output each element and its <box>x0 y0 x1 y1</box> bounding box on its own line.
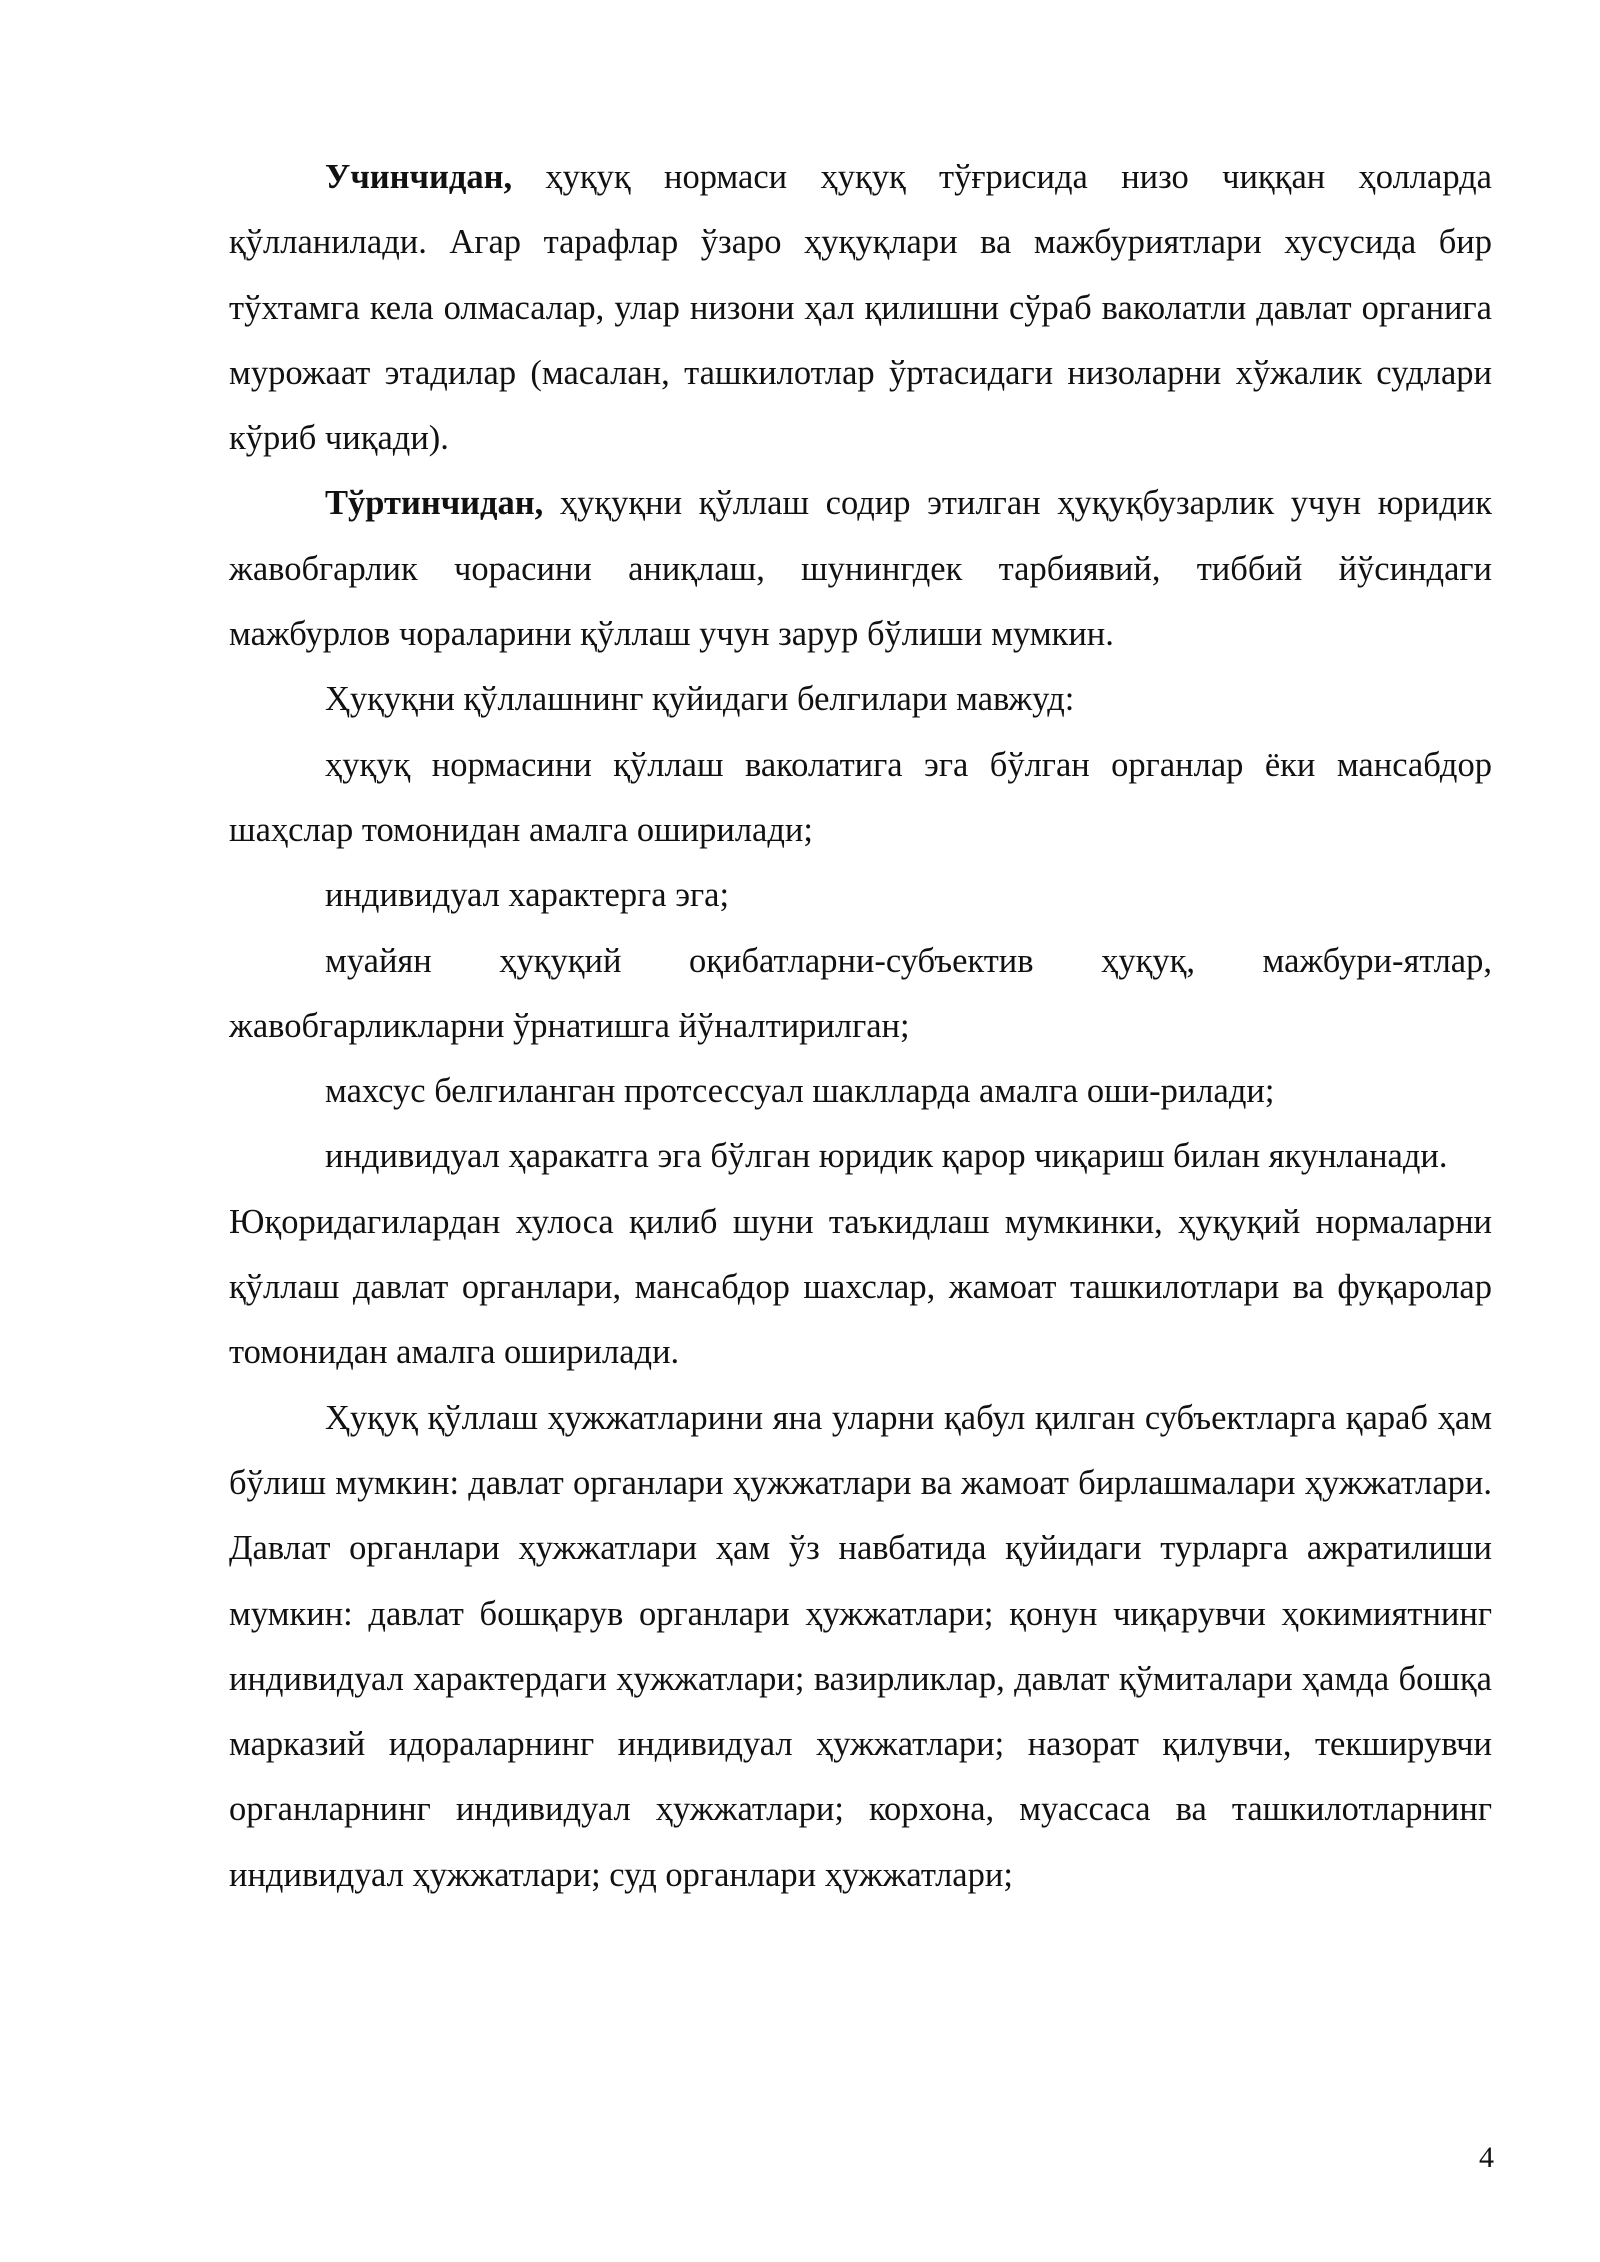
paragraph-thirdly <box>229 145 1492 471</box>
list-item-feature: муайян ҳуқуқий оқибатларни-субъектив ҳуқуқ, мажбури-ятлар, жавобгарликларни ўрнатишга йўналтирилган; <box>229 941 1492 1045</box>
list-item-feature: индивидуал характерга эга; <box>325 876 730 915</box>
document-body <box>229 145 1492 1908</box>
page-number: 4 <box>1479 2141 1494 2174</box>
paragraph-text: ҳуқуқ нормаси ҳуқуқ тўғрисида низо чиққан ҳолларда қўлланилади. Агар тарафлар ўзаро ҳуқуқлари ва мажбуриятлари хусусида бир тўхтамга кела олмасалар, улар низони ҳал қилишни сўраб ваколатли давлат органига мурожаат этадилар (масалан, ташкилотлар ўртасидаги низоларни хўжалик судлари кўриб чиқади). <box>229 158 1492 458</box>
list-item-feature: индивидуал ҳаракатга эга бўлган юридик қарор чиқариш билан якунланади. <box>325 1137 1448 1176</box>
paragraph-lead-thirdly: Учинчидан, <box>325 158 513 196</box>
paragraph-fourthly <box>229 471 1492 667</box>
paragraph-features-intro: Ҳуқуқни қўллашнинг қуйидаги белгилари мавжуд: <box>325 680 1075 719</box>
paragraph-lead-fourthly: Тўртинчидан, <box>325 484 544 523</box>
paragraph-text: ҳуқуқни қўллаш содир этилган ҳуқуқбузарлик учун юридик жавобгарлик чорасини аниқлаш, шунингдек тарбиявий, тиббий йўсиндаги мажбурлов чораларини қўллаш учун зарур бўлиши мумкин. <box>229 484 1492 654</box>
paragraph-conclusion: Юқоридагилардан хулоса қилиб шуни таъкидлаш мумкинки, ҳуқуқий нормаларни қўллаш давлат органлари, мансабдор шахслар, жамоат ташкилотлари ва фуқаролар томонидан амалга оширилади. <box>229 1202 1492 1372</box>
list-item-feature: махсус белгиланган протсессуал шаклларда амалга оши-рилади; <box>325 1072 1275 1111</box>
paragraph-act-types: Ҳуқуқ қўллаш ҳужжатларини яна уларни қабул қилган субъектларга қараб ҳам бўлиш мумкин: давлат органлари ҳужжатлари ва жамоат бирлашмалари ҳужжатлари. Давлат органлари ҳужжатлари ҳам ўз навбатида қуйидаги турларга ажратилиши мумкин: давлат бошқарув органлари ҳужжатлари; қонун чиқарувчи ҳокимиятнинг индивидуал характердаги ҳужжатлари; вазирликлар, давлат қўмиталари ҳамда бошқа марказий идораларнинг индивидуал ҳужжатлари; назорат қилувчи, текширувчи органларнинг индивидуал ҳужжатлари; корхона, муассаса ва ташкилотларнинг индивидуал ҳужжатлари; суд органлари ҳужжатлари; <box>229 1398 1492 1894</box>
list-item-feature: ҳуқуқ нормасини қўллаш ваколатига эга бўлган органлар ёки мансабдор шаҳслар томонидан амалга оширилади; <box>229 745 1492 849</box>
